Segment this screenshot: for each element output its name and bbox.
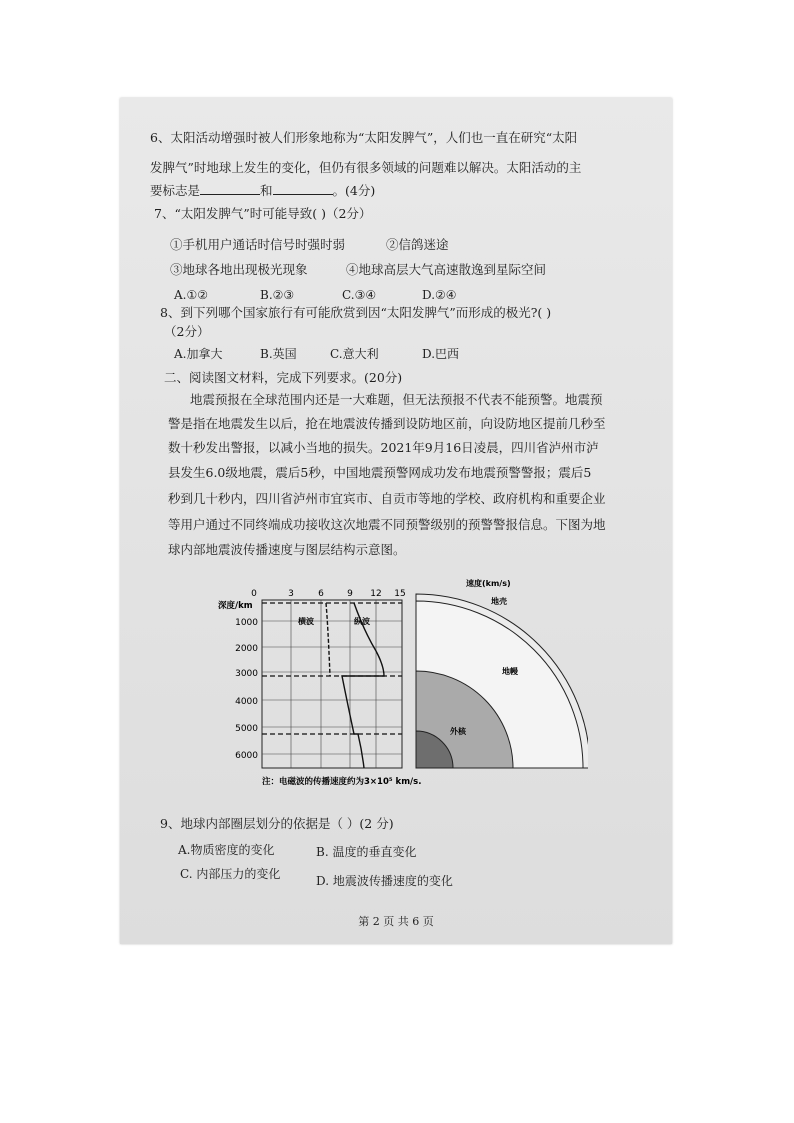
- q8-score: （2分）: [164, 324, 210, 339]
- q8-option-a[interactable]: A.加拿大: [174, 347, 223, 361]
- seismic-wave-svg: [216, 576, 588, 786]
- depth-tick: 6000: [235, 751, 258, 761]
- q7-item-4: ④地球高层大气高速散逸到星际空间: [346, 262, 547, 277]
- plot-frame: [262, 600, 402, 768]
- speed-tick: 6: [318, 589, 324, 599]
- q6-blank-2[interactable]: [273, 182, 333, 195]
- depth-tick: 1000: [235, 618, 258, 628]
- section2-para-1: 地震预报在全球范围内还是一大难题，但无法预报不代表不能预警。地震预: [190, 392, 603, 407]
- depth-tick: 3000: [235, 669, 258, 679]
- s-wave-curve: [326, 603, 330, 676]
- q6-line2: 发脾气”时地球上发生的变化，但仍有很多领域的问题难以解决。太阳活动的主: [150, 160, 582, 175]
- exam-page: [120, 98, 672, 944]
- q8-option-d[interactable]: D.巴西: [422, 347, 460, 361]
- q7-stem: 7、“太阳发脾气”时可能导致( )（2分）: [154, 206, 372, 221]
- q6-line1: 6、太阳活动增强时被人们形象地称为“太阳发脾气”，人们也一直在研究“太阳: [150, 130, 578, 145]
- depth-axis-label: 深度/km: [218, 601, 253, 611]
- q8-option-b[interactable]: B.英国: [260, 347, 297, 361]
- depth-tick: 2000: [235, 644, 258, 654]
- q9-option-d[interactable]: D. 地震波传播速度的变化: [316, 874, 453, 888]
- q6-line3-pre: 要标志是: [150, 183, 201, 198]
- q7-option-d[interactable]: D.②④: [422, 288, 457, 302]
- q7-item-2: ②信鸽迷途: [386, 237, 449, 252]
- q7-option-b[interactable]: B.②③: [260, 288, 295, 302]
- q9-option-b[interactable]: B. 温度的垂直变化: [316, 845, 417, 859]
- discontinuity-lines: [262, 603, 402, 734]
- speed-tick: 3: [288, 589, 294, 599]
- q7-option-a[interactable]: A.①②: [174, 288, 208, 302]
- q8-option-c[interactable]: C.意大利: [330, 347, 379, 361]
- depth-tick: 5000: [235, 724, 258, 734]
- crust-label: 地壳: [491, 597, 507, 606]
- mantle-label: 地幔: [502, 667, 518, 676]
- speed-tick: 12: [370, 589, 382, 599]
- section2-para-3: 数十秒发出警报，以减小当地的损失。2021年9月16日凌晨，四川省泸州市泸: [168, 440, 599, 455]
- section2-para-7: 球内部地震波传播速度与图层结构示意图。: [168, 542, 406, 557]
- q6-line3-mid: 和: [260, 183, 273, 198]
- section2-para-6: 等用户通过不同终端成功接收这次地震不同预警级别的预警警报信息。下图为地: [168, 517, 606, 532]
- page-footer: 第 2 页 共 6 页: [358, 915, 434, 928]
- p-wave-label: 纵波: [354, 617, 370, 626]
- speed-axis-label: 速度(km/s): [466, 579, 511, 588]
- section2-para-2: 警是指在地震发生以后，抢在地震波传播到设防地区前，向设防地区提前几秒至: [168, 416, 606, 431]
- q8-stem: 8、到下列哪个国家旅行有可能欣赏到因“太阳发脾气”而形成的极光?( ): [160, 305, 552, 320]
- q7-item-1: ①手机用户通话时信号时强时弱: [170, 237, 346, 252]
- earth-cross-section: [416, 594, 588, 768]
- s-wave-label: 横波: [298, 617, 314, 626]
- q9-stem: 9、地球内部圈层划分的依据是（ ）(2 分): [160, 816, 394, 831]
- q7-option-c[interactable]: C.③④: [342, 288, 377, 302]
- seismic-wave-figure: [216, 576, 588, 786]
- depth-tick: 4000: [235, 697, 258, 707]
- section2-para-4: 县发生6.0级地震，震后5秒，中国地震预警网成功发布地震预警警报；震后5: [168, 465, 592, 480]
- speed-tick: 15: [394, 589, 406, 599]
- speed-tick: 9: [347, 589, 353, 599]
- section2-para-5: 秒到几十秒内，四川省泸州市宜宾市、自贡市等地的学校、政府机构和重要企业: [168, 491, 606, 506]
- speed-tick: 0: [251, 589, 257, 599]
- plot-grid: [262, 600, 402, 768]
- q7-item-3: ③地球各地出现极光现象: [170, 262, 308, 277]
- q6-line3: [150, 182, 375, 199]
- q6-blank-1[interactable]: [200, 182, 260, 195]
- outer-core-label: 外核: [450, 727, 466, 736]
- q6-line3-post: 。(4分): [332, 183, 376, 198]
- q9-option-c[interactable]: C. 内部压力的变化: [180, 867, 281, 881]
- p-wave-curve: [342, 603, 384, 768]
- figure-note: 注：电磁波的传播速度约为3×10⁵ km/s.: [262, 777, 422, 786]
- section2-title: 二、阅读图文材料，完成下列要求。(20分): [164, 370, 403, 385]
- q9-option-a[interactable]: A.物质密度的变化: [178, 843, 275, 857]
